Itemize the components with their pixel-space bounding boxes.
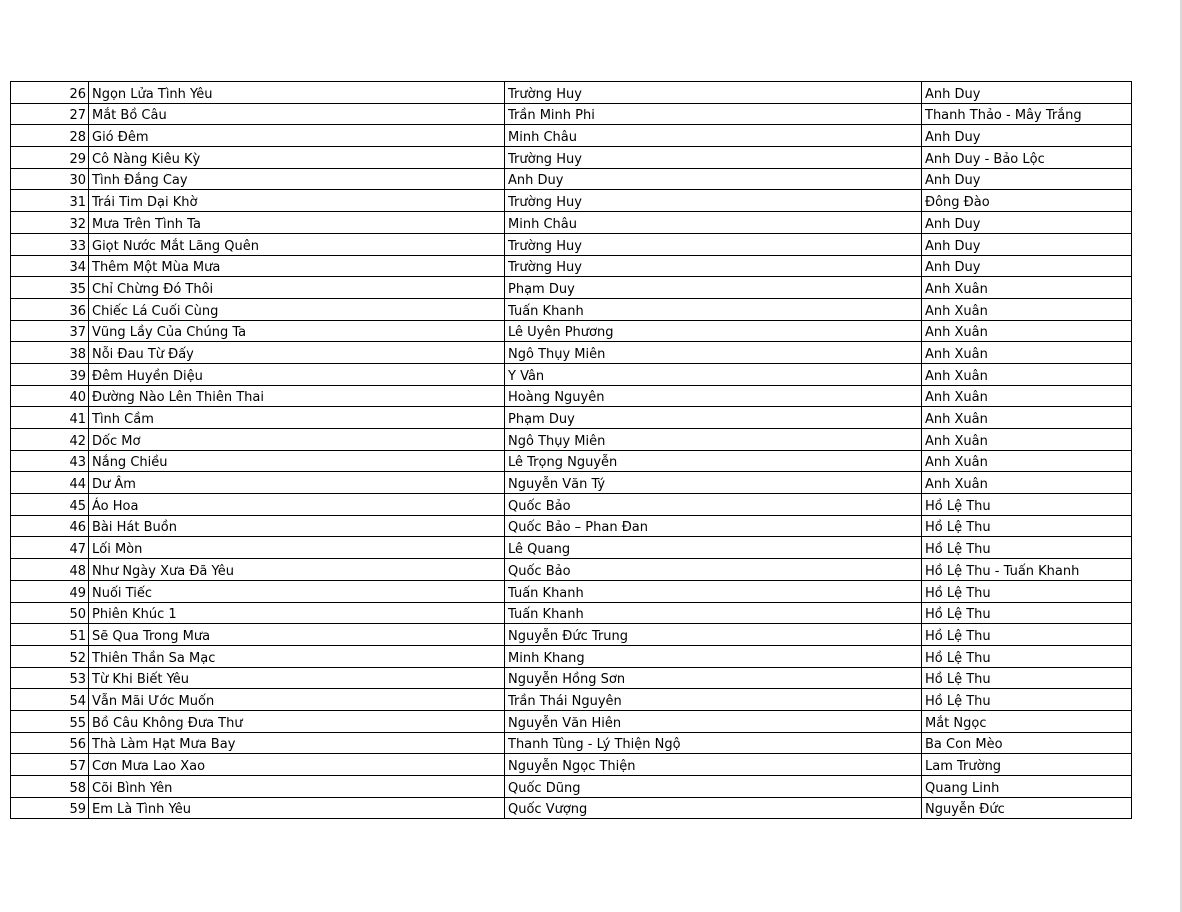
composer-cell: Quốc Bảo – Phan Đan: [505, 515, 922, 537]
song-title-cell: Tình Cầm: [89, 407, 505, 429]
table-row: [11, 602, 1132, 624]
row-number-cell: 29: [11, 147, 89, 169]
singer-cell: Anh Xuân: [922, 407, 1132, 429]
singer-cell: Anh Duy: [922, 82, 1132, 104]
song-title-cell: Vũng Lầy Của Chúng Ta: [89, 320, 505, 342]
song-title-cell: Tình Đắng Cay: [89, 168, 505, 190]
song-title-cell: Trái Tim Dại Khờ: [89, 190, 505, 212]
row-number-cell: 27: [11, 103, 89, 125]
table-row: [11, 667, 1132, 689]
row-number-cell: 43: [11, 450, 89, 472]
row-number-cell: 26: [11, 82, 89, 104]
composer-cell: Lê Trọng Nguyễn: [505, 450, 922, 472]
song-title-cell: Chỉ Chừng Đó Thôi: [89, 277, 505, 299]
composer-cell: Ngô Thụy Miên: [505, 429, 922, 451]
composer-cell: Trần Minh Phi: [505, 103, 922, 125]
song-title-cell: Phiên Khúc 1: [89, 602, 505, 624]
composer-cell: Nguyễn Đức Trung: [505, 624, 922, 646]
singer-cell: Hồ Lệ Thu - Tuấn Khanh: [922, 559, 1132, 581]
row-number-cell: 51: [11, 624, 89, 646]
singer-cell: Anh Duy: [922, 125, 1132, 147]
singer-cell: Hồ Lệ Thu: [922, 515, 1132, 537]
table-row: [11, 255, 1132, 277]
song-title-cell: Ngọn Lửa Tình Yêu: [89, 82, 505, 104]
singer-cell: Hồ Lệ Thu: [922, 645, 1132, 667]
row-number-cell: 55: [11, 710, 89, 732]
song-title-cell: Giọt Nước Mắt Lãng Quên: [89, 233, 505, 255]
singer-cell: Mắt Ngọc: [922, 710, 1132, 732]
composer-cell: Quốc Bảo: [505, 559, 922, 581]
song-title-cell: Bài Hát Buồn: [89, 515, 505, 537]
singer-cell: Thanh Thảo - Mây Trắng: [922, 103, 1132, 125]
table-row: [11, 472, 1132, 494]
composer-cell: Nguyễn Hồng Sơn: [505, 667, 922, 689]
composer-cell: Minh Châu: [505, 125, 922, 147]
singer-cell: Hồ Lệ Thu: [922, 602, 1132, 624]
composer-cell: Tuấn Khanh: [505, 602, 922, 624]
composer-cell: Lê Uyên Phương: [505, 320, 922, 342]
song-title-cell: Gió Đêm: [89, 125, 505, 147]
composer-cell: Y Vân: [505, 363, 922, 385]
singer-cell: Anh Duy - Bảo Lộc: [922, 147, 1132, 169]
table-row: [11, 429, 1132, 451]
row-number-cell: 40: [11, 385, 89, 407]
singer-cell: Anh Xuân: [922, 298, 1132, 320]
row-number-cell: 37: [11, 320, 89, 342]
song-title-cell: Thiên Thần Sa Mạc: [89, 645, 505, 667]
row-number-cell: 54: [11, 689, 89, 711]
singer-cell: Đông Đào: [922, 190, 1132, 212]
song-table: [10, 81, 1132, 819]
table-row: [11, 645, 1132, 667]
table-row: [11, 732, 1132, 754]
composer-cell: Trần Thái Nguyên: [505, 689, 922, 711]
singer-cell: Anh Duy: [922, 168, 1132, 190]
table-row: [11, 624, 1132, 646]
singer-cell: Lam Trường: [922, 754, 1132, 776]
song-title-cell: Cô Nàng Kiêu Kỳ: [89, 147, 505, 169]
table-row: [11, 754, 1132, 776]
composer-cell: Nguyễn Văn Hiên: [505, 710, 922, 732]
table-row: [11, 320, 1132, 342]
singer-cell: Anh Duy: [922, 233, 1132, 255]
composer-cell: Quốc Vượng: [505, 797, 922, 819]
singer-cell: Nguyễn Đức: [922, 797, 1132, 819]
composer-cell: Trường Huy: [505, 255, 922, 277]
table-row: [11, 537, 1132, 559]
row-number-cell: 56: [11, 732, 89, 754]
table-row: [11, 212, 1132, 234]
row-number-cell: 50: [11, 602, 89, 624]
row-number-cell: 48: [11, 559, 89, 581]
table-row: [11, 776, 1132, 798]
singer-cell: Anh Duy: [922, 255, 1132, 277]
table-row: [11, 82, 1132, 104]
song-title-cell: Vẫn Mãi Ước Muốn: [89, 689, 505, 711]
composer-cell: Lê Quang: [505, 537, 922, 559]
table-row: [11, 168, 1132, 190]
composer-cell: Ngô Thụy Miên: [505, 342, 922, 364]
row-number-cell: 52: [11, 645, 89, 667]
row-number-cell: 47: [11, 537, 89, 559]
table-row: [11, 515, 1132, 537]
composer-cell: Trường Huy: [505, 82, 922, 104]
table-row: [11, 190, 1132, 212]
singer-cell: Anh Xuân: [922, 429, 1132, 451]
row-number-cell: 30: [11, 168, 89, 190]
singer-cell: Anh Xuân: [922, 277, 1132, 299]
singer-cell: Anh Xuân: [922, 320, 1132, 342]
row-number-cell: 57: [11, 754, 89, 776]
song-title-cell: Em Là Tình Yêu: [89, 797, 505, 819]
song-title-cell: Thà Làm Hạt Mưa Bay: [89, 732, 505, 754]
composer-cell: Minh Châu: [505, 212, 922, 234]
row-number-cell: 33: [11, 233, 89, 255]
song-title-cell: Thêm Một Mùa Mưa: [89, 255, 505, 277]
song-title-cell: Dư Âm: [89, 472, 505, 494]
composer-cell: Phạm Duy: [505, 277, 922, 299]
composer-cell: Hoàng Nguyên: [505, 385, 922, 407]
row-number-cell: 58: [11, 776, 89, 798]
table-row: [11, 233, 1132, 255]
song-title-cell: Lối Mòn: [89, 537, 505, 559]
table-row: [11, 559, 1132, 581]
composer-cell: Trường Huy: [505, 147, 922, 169]
row-number-cell: 49: [11, 580, 89, 602]
singer-cell: Anh Xuân: [922, 385, 1132, 407]
song-title-cell: Mưa Trên Tình Ta: [89, 212, 505, 234]
row-number-cell: 36: [11, 298, 89, 320]
composer-cell: Thanh Tùng - Lý Thiện Ngộ: [505, 732, 922, 754]
singer-cell: Ba Con Mèo: [922, 732, 1132, 754]
song-title-cell: Từ Khi Biết Yêu: [89, 667, 505, 689]
composer-cell: Minh Khang: [505, 645, 922, 667]
table-row: [11, 363, 1132, 385]
singer-cell: Quang Linh: [922, 776, 1132, 798]
table-row: [11, 103, 1132, 125]
row-number-cell: 59: [11, 797, 89, 819]
table-row: [11, 298, 1132, 320]
table-row: [11, 494, 1132, 516]
table-row: [11, 580, 1132, 602]
table-row: [11, 407, 1132, 429]
table-row: [11, 277, 1132, 299]
composer-cell: Quốc Dũng: [505, 776, 922, 798]
table-row: [11, 342, 1132, 364]
composer-cell: Trường Huy: [505, 190, 922, 212]
song-title-cell: Đêm Huyền Diệu: [89, 363, 505, 385]
row-number-cell: 34: [11, 255, 89, 277]
table-row: [11, 125, 1132, 147]
song-title-cell: Dốc Mơ: [89, 429, 505, 451]
row-number-cell: 42: [11, 429, 89, 451]
singer-cell: Hồ Lệ Thu: [922, 537, 1132, 559]
row-number-cell: 53: [11, 667, 89, 689]
song-title-cell: Nỗi Đau Từ Đấy: [89, 342, 505, 364]
table-row: [11, 385, 1132, 407]
singer-cell: Anh Xuân: [922, 363, 1132, 385]
table-row: [11, 797, 1132, 819]
composer-cell: Tuấn Khanh: [505, 580, 922, 602]
row-number-cell: 44: [11, 472, 89, 494]
song-title-cell: Bồ Câu Không Đưa Thư: [89, 710, 505, 732]
row-number-cell: 28: [11, 125, 89, 147]
song-title-cell: Mắt Bồ Câu: [89, 103, 505, 125]
composer-cell: Anh Duy: [505, 168, 922, 190]
singer-cell: Hồ Lệ Thu: [922, 689, 1132, 711]
song-title-cell: Đường Nào Lên Thiên Thai: [89, 385, 505, 407]
song-title-cell: Nắng Chiều: [89, 450, 505, 472]
singer-cell: Hồ Lệ Thu: [922, 667, 1132, 689]
singer-cell: Anh Xuân: [922, 450, 1132, 472]
singer-cell: Anh Duy: [922, 212, 1132, 234]
song-title-cell: Nuối Tiếc: [89, 580, 505, 602]
singer-cell: Anh Xuân: [922, 472, 1132, 494]
singer-cell: Hồ Lệ Thu: [922, 624, 1132, 646]
song-title-cell: Cõi Bình Yên: [89, 776, 505, 798]
row-number-cell: 32: [11, 212, 89, 234]
table-row: [11, 710, 1132, 732]
song-title-cell: Chiếc Lá Cuối Cùng: [89, 298, 505, 320]
row-number-cell: 38: [11, 342, 89, 364]
row-number-cell: 39: [11, 363, 89, 385]
table-row: [11, 689, 1132, 711]
row-number-cell: 35: [11, 277, 89, 299]
song-title-cell: Như Ngày Xưa Đã Yêu: [89, 559, 505, 581]
singer-cell: Anh Xuân: [922, 342, 1132, 364]
row-number-cell: 46: [11, 515, 89, 537]
composer-cell: Quốc Bảo: [505, 494, 922, 516]
composer-cell: Nguyễn Ngọc Thiện: [505, 754, 922, 776]
table-row: [11, 147, 1132, 169]
table-row: [11, 450, 1132, 472]
row-number-cell: 41: [11, 407, 89, 429]
composer-cell: Trường Huy: [505, 233, 922, 255]
song-title-cell: Cơn Mưa Lao Xao: [89, 754, 505, 776]
composer-cell: Phạm Duy: [505, 407, 922, 429]
song-title-cell: Áo Hoa: [89, 494, 505, 516]
composer-cell: Nguyễn Văn Tý: [505, 472, 922, 494]
song-table-body: [11, 82, 1132, 819]
singer-cell: Hồ Lệ Thu: [922, 494, 1132, 516]
singer-cell: Hồ Lệ Thu: [922, 580, 1132, 602]
composer-cell: Tuấn Khanh: [505, 298, 922, 320]
row-number-cell: 31: [11, 190, 89, 212]
row-number-cell: 45: [11, 494, 89, 516]
song-title-cell: Sẽ Qua Trong Mưa: [89, 624, 505, 646]
